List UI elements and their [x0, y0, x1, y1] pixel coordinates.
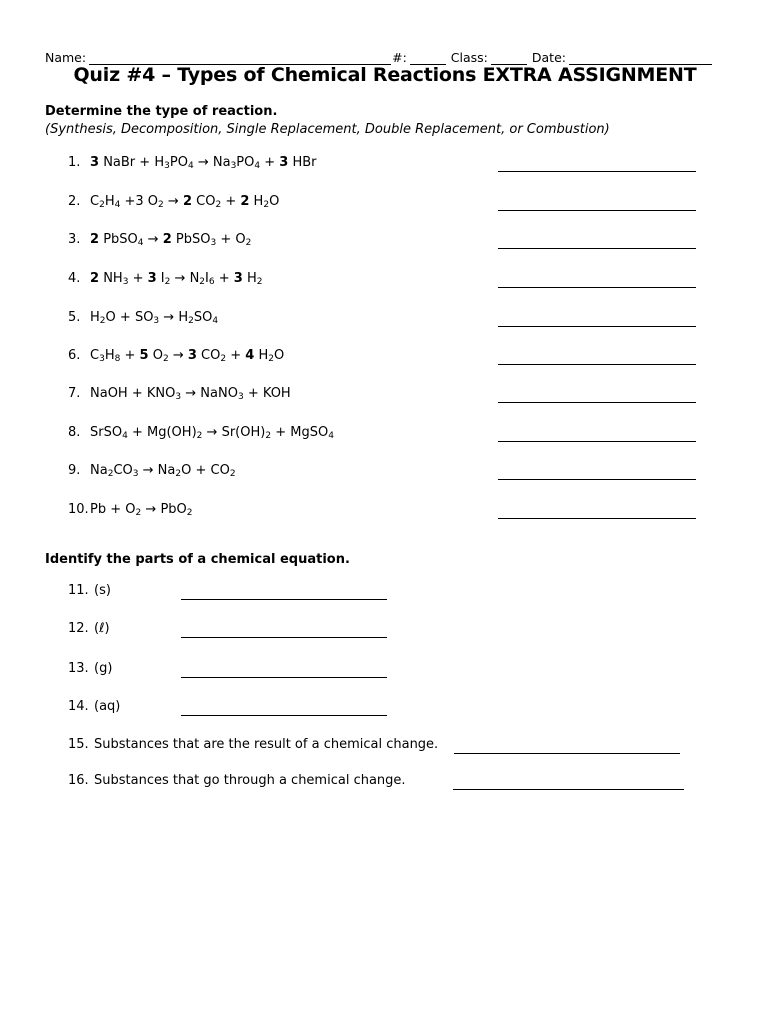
question-number: 13.	[68, 661, 89, 676]
question-number: 16.	[68, 773, 89, 788]
reaction-question-4	[68, 271, 708, 293]
answer-blank[interactable]	[181, 715, 387, 716]
question-number: 6.	[68, 348, 81, 363]
question-number: 5.	[68, 310, 81, 325]
reaction-question-6	[68, 348, 708, 370]
question-number: 14.	[68, 699, 89, 714]
reaction-question-10	[68, 502, 708, 524]
question-number: 8.	[68, 425, 81, 440]
chemical-equation: $C_3H_8 + 5$ $O_2 \to 3$ $CO_2 + 4$ $H_2O$	[90, 348, 285, 364]
page-title: Quiz #4 – Types of Chemical Reactions EXTRA ASSIGNMENT	[73, 64, 697, 86]
reaction-question-7	[68, 386, 708, 408]
equation-part-question-14	[68, 699, 708, 721]
equation-part-question-12	[68, 621, 708, 643]
section-heading-equation-parts: Identify the parts of a chemical equation.	[45, 552, 350, 567]
class-label: Class:	[450, 50, 488, 65]
chemical-equation: SrSO$_4$ + $Mg(OH)_2 \to Sr(OH)_2$ + MgSO$_4$	[90, 425, 334, 441]
equation-part-question-15	[68, 737, 708, 759]
equation-part-question-16	[68, 773, 708, 795]
question-text: Substances that are the result of a chemical change.	[94, 737, 439, 752]
answer-blank[interactable]	[498, 248, 696, 249]
reaction-type-instructions: (Synthesis, Decomposition, Single Replacement, Double Replacement, or Combustion)	[45, 122, 610, 137]
answer-blank[interactable]	[498, 210, 696, 211]
answer-blank[interactable]	[181, 637, 387, 638]
chemical-equation: $C_2H_4 +3$ $O_2 \to 2$ $CO_2 + 2$ $H_2O$	[90, 194, 280, 210]
name-label: Name:	[45, 50, 87, 65]
question-number: 9.	[68, 463, 81, 478]
question-number: 15.	[68, 737, 89, 752]
question-number: 1.	[68, 155, 81, 170]
answer-blank[interactable]	[498, 364, 696, 365]
name-field[interactable]	[89, 51, 391, 65]
question-text: (g)	[94, 661, 113, 676]
class-field[interactable]	[491, 51, 527, 65]
chemical-equation: $H_2O + SO_3 \to H_2SO_4$	[90, 310, 219, 326]
question-text: (aq)	[94, 699, 121, 714]
chemical-equation: $Pb + O_2 \to PbO_2$	[90, 502, 193, 518]
answer-blank[interactable]	[498, 402, 696, 403]
equation-part-question-13	[68, 661, 708, 683]
question-number: 11.	[68, 583, 89, 598]
section-heading-reaction-type: Determine the type of reaction.	[45, 104, 278, 119]
question-text: (ℓ)	[94, 621, 110, 636]
answer-blank[interactable]	[181, 599, 387, 600]
question-text: Substances that go through a chemical change.	[94, 773, 406, 788]
question-number: 3.	[68, 232, 81, 247]
reaction-question-8	[68, 425, 708, 447]
answer-blank[interactable]	[498, 518, 696, 519]
question-number: 7.	[68, 386, 81, 401]
answer-blank[interactable]	[181, 677, 387, 678]
reaction-question-2	[68, 194, 708, 216]
answer-blank[interactable]	[454, 753, 680, 754]
chemical-equation: 2 $NH_3 + 3$ $I_2 \to N_2I_6 + 3$ $H_2$	[90, 271, 263, 287]
answer-blank[interactable]	[498, 171, 696, 172]
date-field[interactable]	[569, 51, 712, 65]
question-number: 2.	[68, 194, 81, 209]
reaction-question-3	[68, 232, 708, 254]
question-number: 4.	[68, 271, 81, 286]
reaction-question-5	[68, 310, 708, 332]
answer-blank[interactable]	[453, 789, 684, 790]
equation-part-question-11	[68, 583, 708, 605]
answer-blank[interactable]	[498, 479, 696, 480]
number-label: #:	[392, 50, 407, 65]
chemical-equation: 3 NaBr + $H_3PO_4 \to Na_3PO_4 + 3$ HBr	[90, 155, 317, 171]
reaction-question-9	[68, 463, 708, 485]
question-number: 12.	[68, 621, 89, 636]
number-field[interactable]	[410, 51, 446, 65]
reaction-question-1	[68, 155, 708, 177]
chemical-equation: $Na_2CO_3 \to Na_2O + CO_2$	[90, 463, 236, 479]
chemical-equation: 2 PbSO$_4$ → 2 PbSO$_3$ + $O_2$	[90, 232, 252, 248]
question-text: (s)	[94, 583, 111, 598]
answer-blank[interactable]	[498, 287, 696, 288]
chemical-equation: NaOH + $KNO_3$ → NaNO$_3$ + KOH	[90, 386, 291, 402]
answer-blank[interactable]	[498, 326, 696, 327]
answer-blank[interactable]	[498, 441, 696, 442]
question-number: 10.	[68, 502, 89, 517]
student-info-line	[45, 47, 725, 65]
date-label: Date:	[531, 50, 566, 65]
